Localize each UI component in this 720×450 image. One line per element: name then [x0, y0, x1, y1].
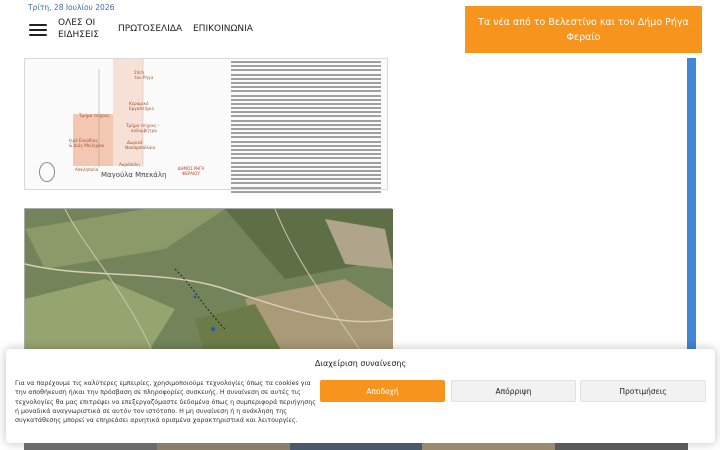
cookie-title: Διαχείριση συναίνεσης [314, 359, 407, 368]
cookie-consent-panel [6, 349, 715, 443]
level-label: Ακρόπολη [119, 162, 140, 167]
site-banner[interactable] [465, 6, 702, 53]
level-label: Εργαστήριο [129, 106, 155, 111]
cookie-text: Για να παρέχουμε τις καλύτερες εμπειρίες, χρησιμοποιούμε τεχνολογίες όπως τα cookies για την αποθήκευση ή/και την πρόσβαση σε πληροφορίες συσκευής. Η συναίνεση σε αυτές τις τεχνολογίες θα μας επιτρέψει να επεξεργαζόμαστε δεδομένα όπως η συμπεριφορά περιήγησης ή μοναδικά αναγνωριστικά σε αυτόν τον ιστότοπο. Η μη συναίνεση ή η ανάκληση της συγκατάθεσης μπορεί να επηρεάσει αρνητικά ορισμένα χαρακτηριστικά και λειτουργίες. [15, 380, 316, 425]
level-label: Ιερό Εννοδίας [69, 138, 99, 143]
nav-home-link[interactable]: ΠΡΩΤΟΣΕΛΙΔΑ [118, 24, 183, 34]
nav-all-news[interactable] [58, 17, 99, 41]
article-text-scan [231, 61, 381, 181]
hamburger-icon[interactable] [29, 24, 47, 36]
level-label: Κεραμικό [129, 101, 149, 106]
nav-all-news-line2: ΕΙΔΗΣΕΙΣ [58, 30, 99, 40]
nav-contact-link[interactable]: ΕΠΙΚΟΙΝΩΝΙΑ [193, 24, 253, 34]
level-label: Ναοπροπύλαιο [125, 145, 156, 150]
preferences-button[interactable]: Προτιμήσεις [580, 380, 706, 402]
deny-button[interactable]: Απόρριψη [451, 380, 576, 402]
bottom-thumbnails [24, 443, 688, 450]
scan-author: Μαγούλα Μπεκάλη [101, 171, 167, 179]
level-label: Σπίτι [134, 70, 145, 75]
level-label: Τμήμα τείχους [79, 113, 110, 118]
nav-all-news-line1: ΟΛΕΣ ΟΙ [58, 18, 96, 28]
article-scan-image [24, 58, 388, 190]
satellite-map-image [24, 208, 392, 356]
emblem-icon [39, 162, 55, 182]
accept-button[interactable]: Αποδοχή [320, 380, 445, 402]
municipality-logo: ΔΗΜΟΣ ΡΗΓΑ ΦΕΡΑΙΟΥ [177, 166, 205, 176]
level-label: Τμήμα τείχους - [126, 123, 160, 128]
level-label: Δωρικό [127, 140, 143, 145]
level-label: & Διός Μειλιχίου [69, 143, 105, 148]
satellite-map-graphic [25, 209, 393, 357]
current-date: Τρίτη, 28 Ιουλίου 2026 [28, 3, 115, 12]
level-label: του Ρήγα [134, 75, 154, 80]
level-label: Ασκληπιείο [75, 167, 99, 172]
banner-text: Τα νέα από το Βελεστίνο και τον Δήμο Ρήγα Φεραίο [478, 16, 689, 43]
side-image-strip [687, 58, 696, 358]
level-label: κολυμβήτρα [131, 128, 157, 133]
